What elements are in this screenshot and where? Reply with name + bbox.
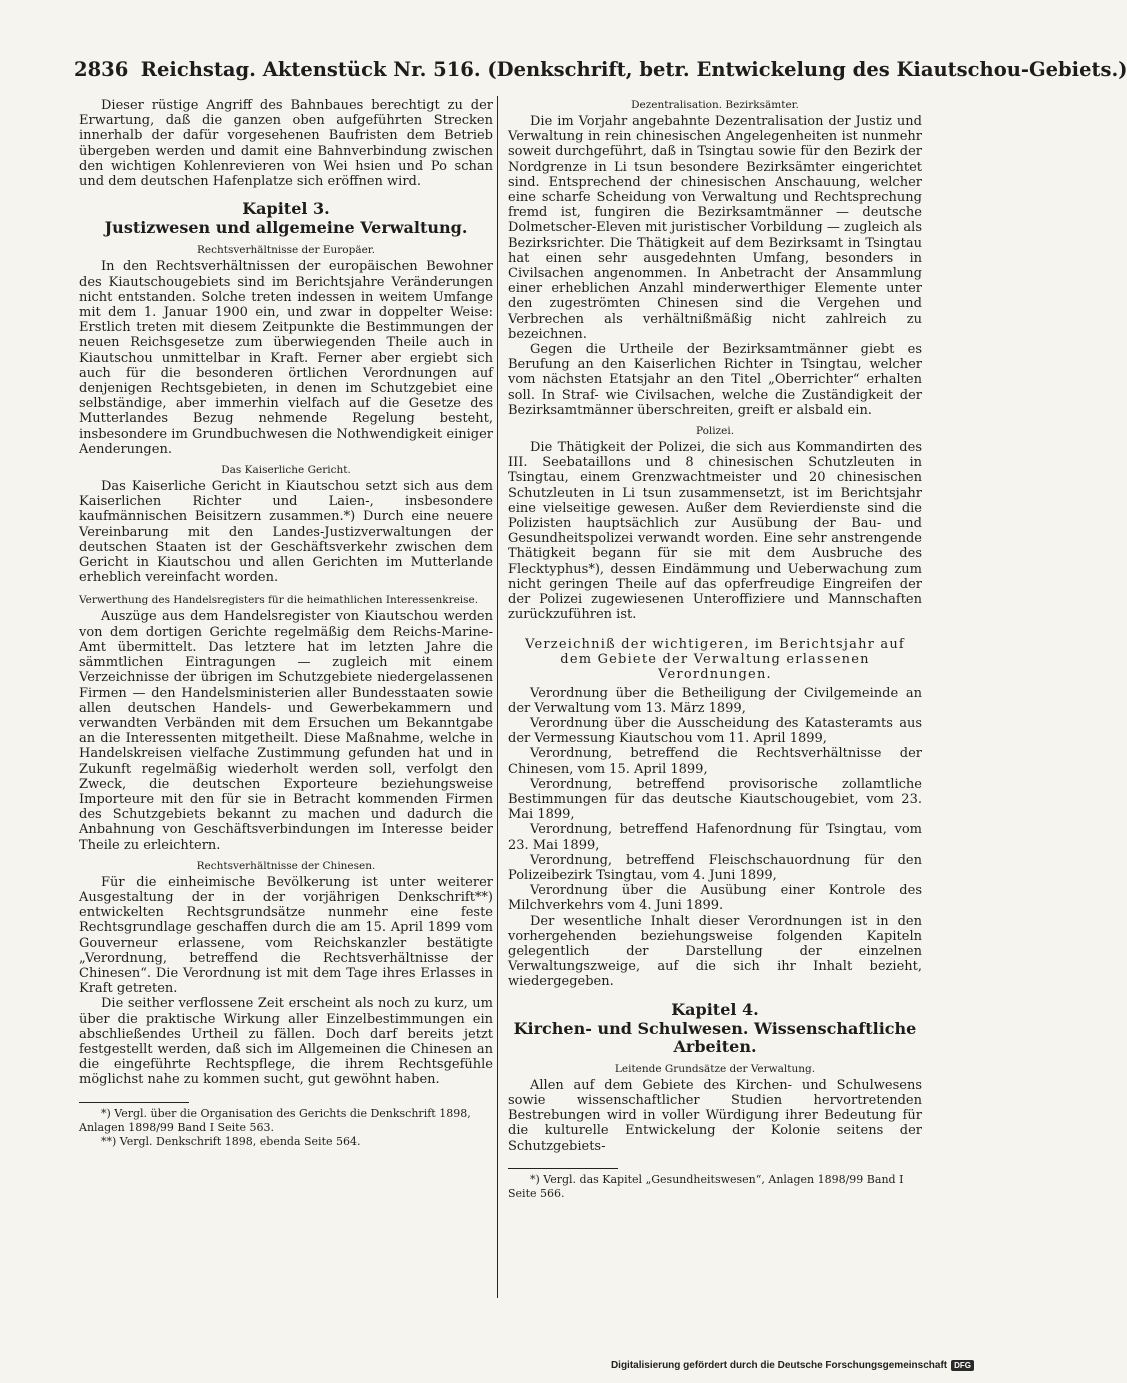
paragraph: In den Rechtsverhältnissen der europäischen Bewohner des Kiautschougebiets sind im Berichtsjahre Veränderungen nicht entstanden. Solche treten indessen in weitem Umfange mit dem 1. Januar 1900 ein, und zwar in doppelter Weise: Erstlich treten mit diesem Zeitpunkte die Bestimmungen der neuen Reichsgesetze zum überwiegenden Theile auch in Kiautschou unmittelbar in Kraft. Ferner aber ergiebt sich auch für die besonderen örtlichen Verordnungen auf denjenigen Rechtsgebieten, in denen im Schutzgebiet eine selbständige, aber immerhin vielfach auf die Gesetze des Mutterlandes Bezug nehmende Regelung besteht, insbesondere im Grundbuchwesen die Nothwendigkeit einiger Aenderungen.	[79, 259, 493, 457]
paragraph: Das Kaiserliche Gericht in Kiautschou setzt sich aus dem Kaiserlichen Richter und Laien-, insbesondere kaufmännischen Beisitzern zusammen.*) Durch eine neuere Vereinbarung mit den Landes-Justizverwaltungen der deutschen Staaten ist der Geschäftsverkehr zwischen dem Gericht in Kiautschou und allen Gerichten im Mutterlande erheblich vereinfacht worden.	[79, 479, 493, 586]
section-heading: Das Kaiserliche Gericht.	[221, 464, 351, 477]
footnote: *) Vergl. über die Organisation des Gerichts die Denkschrift 1898, Anlagen 1898/99 Band I Seite 563.	[79, 1106, 471, 1134]
paragraph: Allen auf dem Gebiete des Kirchen- und Schulwesens sowie wissenschaftlicher Studien hervortretenden Bestrebungen wird in voller Würdigung ihrer Bedeutung für die kulturelle Entwickelung der Kolonie seitens der Schutzgebiets-	[508, 1077, 922, 1154]
footnote-rule	[508, 1168, 618, 1169]
footnote: **) Vergl. Denkschrift 1898, ebenda Seite 564.	[101, 1134, 361, 1148]
digitization-footer	[611, 1360, 974, 1371]
footnote: *) Vergl. das Kapitel „Gesundheitswesen“, Anlagen 1898/99 Band I Seite 566.	[508, 1172, 904, 1200]
list-item: Verordnung über die Ausscheidung des Katasteramts aus der Vermessung Kiautschou vom 11. April 1899,	[508, 715, 922, 747]
list-item: Verordnung über die Ausübung einer Kontrole des Milchverkehrs vom 4. Juni 1899.	[508, 883, 922, 914]
list-item: Verordnung, betreffend die Rechtsverhältnisse der Chinesen, vom 15. April 1899,	[508, 746, 922, 777]
paragraph: Die im Vorjahr angebahnte Dezentralisation der Justiz und Verwaltung in rein chinesischen Angelegenheiten ist nunmehr soweit durchgeführt, daß in Tsingtau sowie für den Bezirk der Nordgrenze in Li tsun besondere Bezirksämter eingerichtet sind. Entsprechend der chinesischen Anschauung, welcher eine scharfe Scheidung von Verwaltung und Rechtsprechung fremd ist, fungiren die Bezirksamtmänner — deutsche Dolmetscher-Eleven mit juristischer Vorbildung — zugleich als Bezirksrichter. Die Thätigkeit auf dem Bezirksamt in Tsingtau hat einen sehr ausgedehnten Umfang, besonders in Civilsachen angenommen. In Anbetracht der Ansammlung einer erheblichen Anzahl minderwerthiger Elemente unter den zugeströmten Chinesen sind die Vergehen und Verbrechen als verhältnißmäßig nicht zahlreich zu bezeichnen.	[508, 114, 922, 342]
section-heading: Rechtsverhältnisse der Chinesen.	[196, 859, 376, 872]
right-column	[508, 98, 922, 1201]
list-item: Verordnung, betreffend Fleischschauordnung für den Polizeibezirk Tsingtau, vom 4. Juni 1899,	[508, 852, 922, 883]
section-heading: Dezentralisation. Bezirksämter.	[631, 99, 799, 111]
paragraph: Die seither verflossene Zeit erscheint als noch zu kurz, um über die praktische Wirkung aller Einzelbestimmungen ein abschließendes Urtheil zu fällen. Doch darf bereits jetzt festgestellt werden, daß sich im Allgemeinen die Chinesen an die eingeführte Rechtspflege, die ihrem Rechtsgefühle möglichst nahe zu kommen sucht, gut gewöhnt haben.	[79, 996, 493, 1088]
chapter-heading: Kapitel 3.	[242, 199, 330, 219]
page-header	[74, 58, 1127, 81]
left-column	[79, 98, 493, 1149]
chapter-title: Kirchen- und Schulwesen. Wissenschaftliche Arbeiten.	[513, 1018, 917, 1056]
chapter-title: Justizwesen und allgemeine Verwaltung.	[104, 218, 468, 238]
paragraph: Die Thätigkeit der Polizei, die sich aus Kommandirten des III. Seebataillons und 8 chinesischen Schutzleuten in Tsingtau, einem Grenzwachtmeister und 20 chinesischen Schutzleuten in Li tsun zusammensetzt, ist im Berichtsjahr eine vielseitige gewesen. Außer dem Revierdienste sind die Polizisten hauptsächlich zur Ausübung der Bau- und Gesundheitspolizei verwandt worden. Eine sehr anstrengende Thätigkeit begann für sie mit dem Ausbruche des Flecktyphus*), dessen Eindämmung und Ueberwachung zum nicht geringen Theile auf das opferfreudige Eingreifen der der Polizei zugewiesenen Unteroffiziere und Mannschaften zurückzuführen ist.	[508, 440, 922, 623]
paragraph: Auszüge aus dem Handelsregister von Kiautschou werden von dem dortigen Gerichte regelmäßig dem Reichs-Marine-Amt übermittelt. Das letztere hat im letzten Jahre die sämmtlichen Eintragungen — zugleich mit einem Verzeichnisse der übrigen im Schutzgebiete niedergelassenen Firmen — den Handelsministerien aller Bundesstaaten sowie allen deutschen Handels- und Gewerbekammern und verwandten Verbänden mit dem Ersuchen um Bekanntgabe an die Interessenten mitgetheilt. Diese Maßnahme, welche in Handelskreisen vielfache Zustimmung gefunden hat und in Zukunft regelmäßig wiederholt werden soll, verfolgt den Zweck, die deutschen Exporteure beziehungsweise Importeure mit den für sie in Betracht kommenden Firmen des Schutzgebiets bekannt zu machen und dadurch die Anbahnung von Geschäftsverbindungen im Interesse beider Theile zu erleichtern.	[79, 609, 493, 853]
paragraph: Der wesentliche Inhalt dieser Verordnungen ist in den vorhergehenden beziehungsweise folgenden Kapiteln gelegentlich der Darstellung der einzelnen Verwaltungszweige, auf die sich ihr Inhalt bezieht, wiedergegeben.	[508, 913, 922, 990]
dfg-logo: DFG	[951, 1360, 974, 1371]
paragraph: Für die einheimische Bevölkerung ist unter weiterer Ausgestaltung der in der vorjährigen Denkschrift**) entwickelten Rechtsgrundsätze nunmehr eine feste Rechtsgrundlage geschaffen durch die am 15. April 1899 vom Gouverneur erlassene, vom Reichskanzler bestätigte „Verordnung, betreffend die Rechtsverhältnisse der Chinesen“. Die Verordnung ist mit dem Tage ihres Erlasses in Kraft getreten.	[79, 874, 493, 997]
section-heading: Verwerthung des Handelsregisters für die heimathlichen Interessenkreise.	[79, 594, 479, 607]
list-heading: Verzeichniß der wichtigeren, im Berichtsjahr auf dem Gebiete der Verwaltung erlassenen Verordnungen.	[525, 636, 905, 682]
chapter-heading: Kapitel 4.	[671, 999, 759, 1019]
paragraph: Dieser rüstige Angriff des Bahnbaues berechtigt zu der Erwartung, daß die ganzen oben aufgeführten Strecken innerhalb der dafür vorgesehenen Baufristen dem Betrieb übergeben werden und damit eine Bahnverbindung zwischen den wichtigen Kohlenrevieren von Wei hsien und Po schan und dem deutschen Hafenplatze sich eröffnen wird.	[79, 98, 493, 190]
list-item: Verordnung, betreffend provisorische zollamtliche Bestimmungen für das deutsche Kiautschougebiet, vom 23. Mai 1899,	[508, 776, 922, 823]
list-item: Verordnung über die Betheiligung der Civilgemeinde an der Verwaltung vom 13. März 1899,	[508, 685, 922, 716]
column-divider	[497, 96, 498, 1298]
list-item: Verordnung, betreffend Hafenordnung für Tsingtau, vom 23. Mai 1899,	[508, 822, 922, 853]
section-heading: Leitende Grundsätze der Verwaltung.	[614, 1062, 816, 1075]
footer-text: Digitalisierung gefördert durch die Deutsche Forschungsgemeinschaft	[610, 1360, 948, 1371]
footnote-rule	[79, 1102, 189, 1103]
header-title: Reichstag. Aktenstück Nr. 516. (Denkschrift, betr. Entwickelung des Kiautschou-Gebiets.)	[140, 58, 1127, 81]
section-heading: Polizei.	[695, 425, 735, 438]
paragraph: Gegen die Urtheile der Bezirksamtmänner giebt es Berufung an den Kaiserlichen Richter in Tsingtau, welcher vom nächsten Etatsjahr an den Titel „Oberrichter“ erhalten soll. In Straf- wie Civilsachen, welche die Zuständigkeit der Bezirksamtmänner überschreiten, greift er alsbald ein.	[508, 342, 922, 418]
page-number: 2836	[74, 58, 129, 81]
section-heading: Rechtsverhältnisse der Europäer.	[196, 244, 376, 257]
